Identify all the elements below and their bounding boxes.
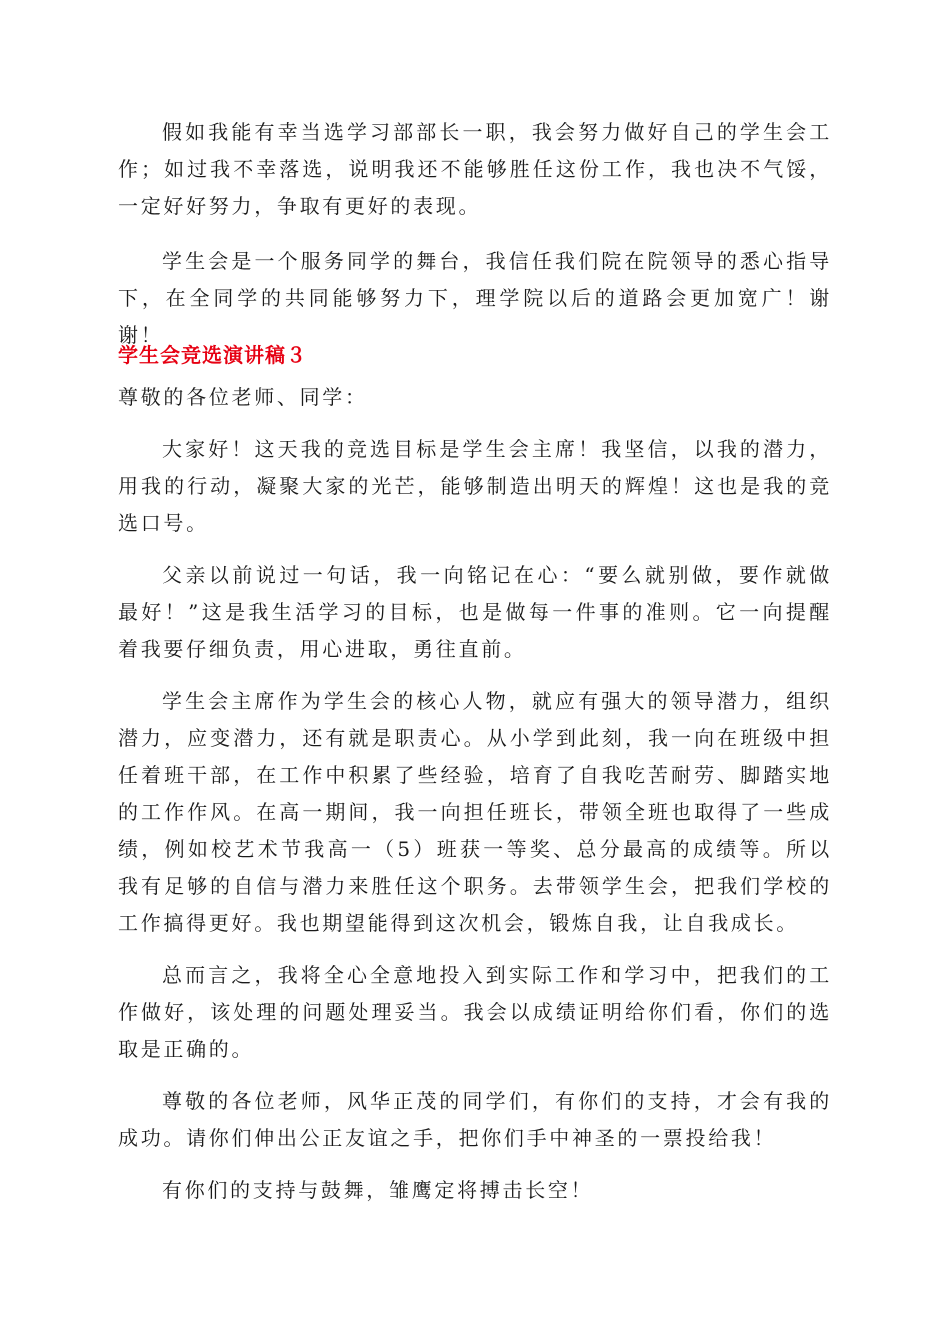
paragraph-1: 假如我能有幸当选学习部部长一职，我会努力做好自己的学生会工作；如过我不幸落选，说明我还不能够胜任这份工作，我也决不气馁，一定好好努力，争取有更好的表现。 bbox=[118, 120, 832, 218]
paragraph-3: 大家好！这天我的竞选目标是学生会主席！我坚信，以我的潜力，用我的行动，凝聚大家的光芒，能够制造出明天的辉煌！这也是我的竞选口号。 bbox=[118, 437, 832, 535]
paragraph-7: 尊敬的各位老师，风华正茂的同学们，有你们的支持，才会有我的成功。请你们伸出公正友谊之手，把你们手中神圣的一票投给我！ bbox=[118, 1089, 832, 1150]
paragraph-4: 父亲以前说过一句话，我一向铭记在心：“要么就别做，要作就做最好！”这是我生活学习的目标，也是做每一件事的准则。它一向提醒着我要仔细负责，用心进取，勇往直前。 bbox=[118, 563, 832, 661]
top-paragraphs bbox=[118, 114, 832, 354]
paragraph-2: 学生会是一个服务同学的舞台，我信任我们院在院领导的悉心指导下，在全同学的共同能够努力下，理学院以后的道路会更加宽广！谢谢！ bbox=[118, 249, 832, 347]
paragraph-5: 学生会主席作为学生会的核心人物，就应有强大的领导潜力，组织潜力，应变潜力，还有就是职责心。从小学到此刻，我一向在班级中担任着班干部，在工作中积累了些经验，培育了自我吃苦耐劳、脚踏实地的工作作风。在高一期间，我一向担任班长，带领全班也取得了一些成绩，例如校艺术节我高一（5）班获一等奖、总分最高的成绩等。所以我有足够的自信与潜力来胜任这个职务。去带领学生会，把我们学校的工作搞得更好。我也期望能得到这次机会，锻炼自我，让自我成长。 bbox=[118, 689, 832, 935]
paragraph-6: 总而言之，我将全心全意地投入到实际工作和学习中，把我们的工作做好，该处理的问题处理妥当。我会以成绩证明给你们看，你们的选取是正确的。 bbox=[118, 963, 832, 1061]
paragraph-8: 有你们的支持与鼓舞，雏鹰定将搏击长空！ bbox=[162, 1178, 594, 1202]
speech-body bbox=[118, 379, 832, 1209]
section-heading: 学生会竞选演讲稿３ bbox=[118, 343, 307, 367]
salutation: 尊敬的各位老师、同学： bbox=[118, 385, 368, 409]
